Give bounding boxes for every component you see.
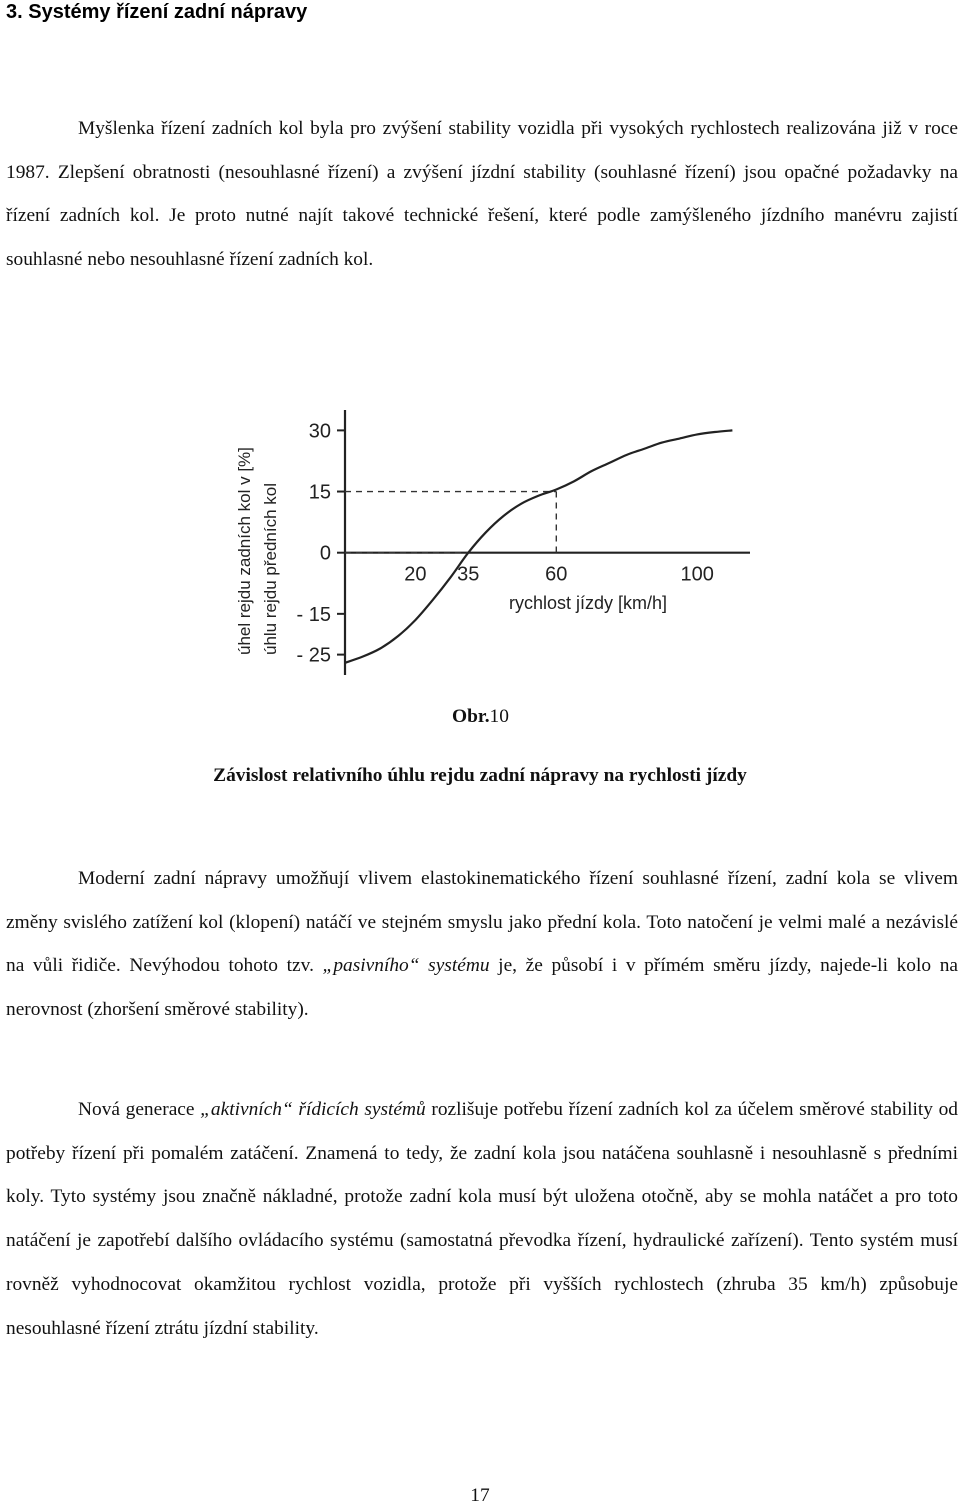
steering-angle-chart xyxy=(225,390,765,680)
figure-label xyxy=(452,706,509,728)
figure-caption: Závislost relativního úhlu rejdu zadní nápravy na rychlosti jízdy xyxy=(213,765,747,786)
x-tick-label: 60 xyxy=(545,563,568,586)
p2-text-1: Moderní zadní nápravy umožňují vlivem elastokinematického řízení souhlasné řízení, zadní kola se vlivem změny svislého zatížení kol (klopení) natáčí ve stejném smyslu jako přední kola. Toto natočení je velmi malé a nezávislé na vůli řidiče. Nevýhodou tohoto tzv. xyxy=(6,868,958,977)
p2-text-2: je, že působí i v přímém směru jízdy, najede-li kolo na nerovnost (zhoršení směrové stability). xyxy=(6,955,958,1021)
y-tick-label: 0 xyxy=(319,542,331,565)
section-heading: 3. Systémy řízení zadní nápravy xyxy=(6,1,308,23)
figure-label-prefix: Obr. xyxy=(452,706,490,727)
y-axis-label-2: úhlu rejdu předních kol xyxy=(261,482,280,655)
passive-systems-paragraph xyxy=(6,857,958,1032)
x-tick-label: 20 xyxy=(404,563,427,586)
y-axis-label-1: úhel rejdu zadních kol v [%] xyxy=(235,447,254,655)
x-axis-label: rychlost jízdy [km/h] xyxy=(509,593,668,613)
page-number: 17 xyxy=(470,1485,490,1506)
figure-label-number: 10 xyxy=(489,706,509,727)
y-tick-label: - 25 xyxy=(296,644,331,667)
active-systems-paragraph xyxy=(6,1088,958,1350)
y-tick-label: 30 xyxy=(308,420,331,443)
x-tick-label: 100 xyxy=(680,563,714,586)
chart-svg xyxy=(225,390,765,680)
p3-italic: „aktivních“ řídicích systémů xyxy=(200,1099,426,1120)
y-tick-label: 15 xyxy=(308,481,331,504)
y-tick-label: - 15 xyxy=(296,603,331,626)
p2-italic: „pasivního“ systému xyxy=(322,955,490,977)
series-line xyxy=(345,430,732,662)
p3-text-2: rozlišuje potřebu řízení zadních kol za účelem směrové stability od potřeby řízení při pomalém zatáčení. Znamená to tedy, že zadní kola jsou natáčena souhlasně i nesouhlasně s předními koly. Tyto systémy jsou značně nákladné, protože zadní kola musí být uložena otočně, aby se mohla natáčet a pro toto natáčení je zapotřebí dalšího ovládacího systému (samostatná převodka řízení, hydraulické zařízení). Tento systém musí rovněž vyhodnocovat okamžitou rychlost vozidla, protože při vyšších rychlostech (zhruba 35 km/h) způsobuje nesouhlasné řízení ztrátu jízdní stability. xyxy=(6,1099,958,1339)
intro-paragraph xyxy=(6,107,958,282)
x-tick-label: 35 xyxy=(457,563,480,586)
intro-text: Myšlenka řízení zadních kol byla pro zvýšení stability vozidla při vysokých rychlostech realizována již v roce 1987. Zlepšení obratnosti (nesouhlasné řízení) a zvýšení jízdní stability (souhlasné řízení) jsou opačné požadavky na řízení zadních kol. Je proto nutné najít takové technické řešení, které podle zamýšleného jízdního manévru zajistí souhlasné nebo nesouhlasné řízení zadních kol. xyxy=(6,118,958,271)
p3-text-1: Nová generace xyxy=(78,1099,201,1120)
